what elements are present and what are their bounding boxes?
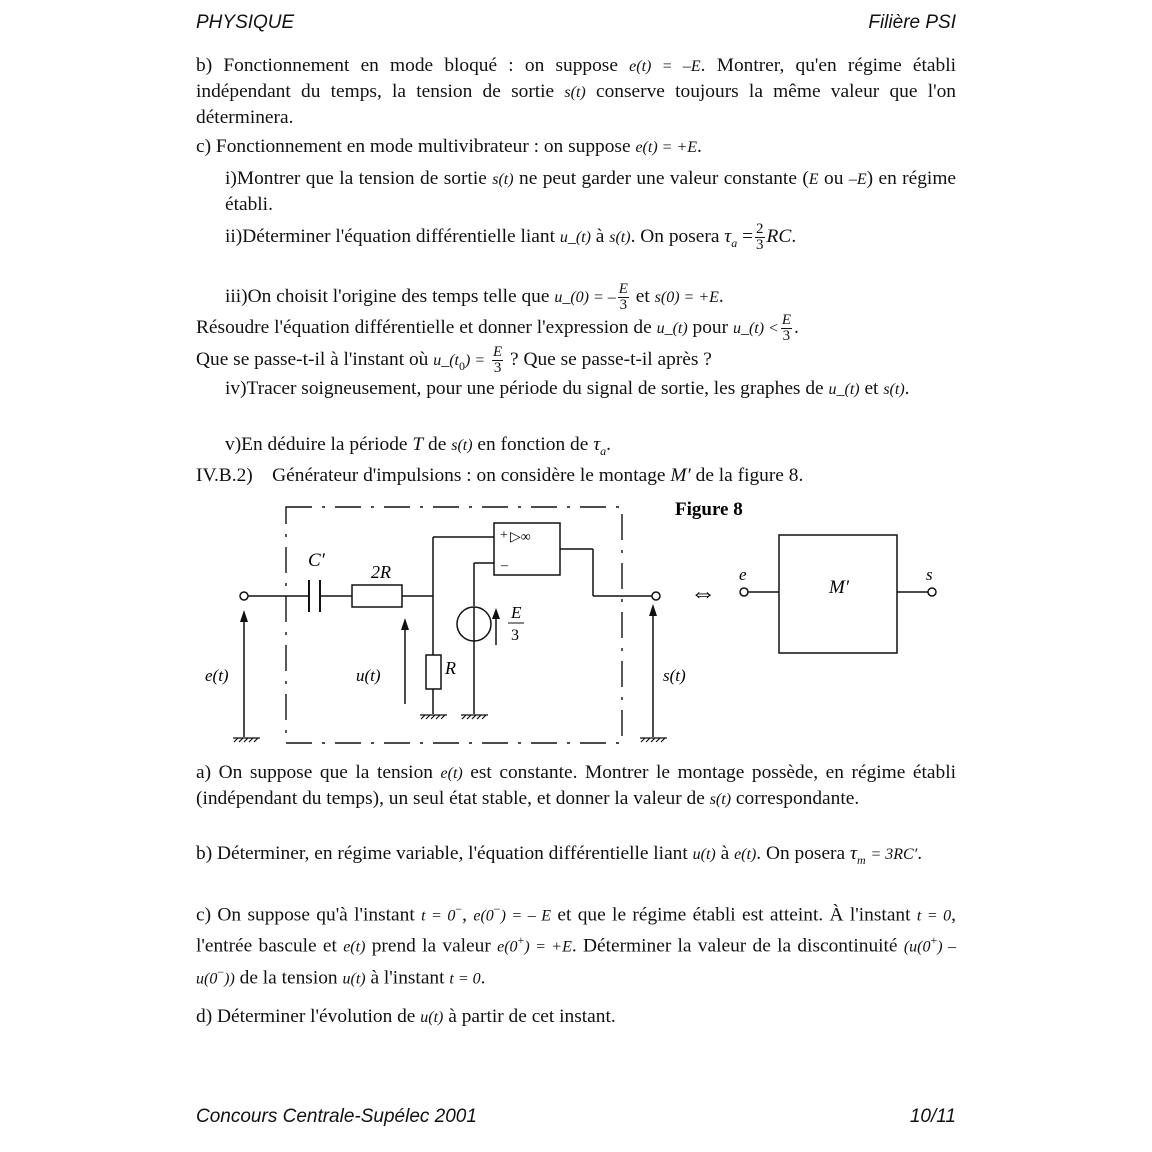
box-input-label: e [739, 565, 747, 584]
source-num: E [511, 603, 522, 622]
question-d: d) Déterminer l'évolution de u(t) à partir de cet instant. [196, 1006, 616, 1027]
question-b-blocked: b) Fonctionnement en mode bloqué : on suppose e(t) = –E. Montrer, qu'en régime établi indépendant du temps, la tension de sortie s(t) conserve toujours la même valeur que l'on déterminera. [196, 55, 956, 128]
question-c-v: v)En déduire la période T de s(t) en fonction de $\tau_a$. [225, 434, 611, 458]
resistor-2r [352, 585, 402, 607]
box-output-label: s [926, 565, 933, 584]
ground-source [461, 715, 488, 719]
page-footer-left: Concours Centrale-Supélec 2001 [196, 1106, 477, 1127]
resistor-r-label: R [445, 658, 456, 678]
capacitor-c [309, 580, 320, 612]
question-c-multivibrator: c) Fonctionnement en mode multivibrateur : on suppose e(t) = +E. [196, 136, 702, 157]
e-label: e(t) [205, 666, 229, 685]
equivalence-symbol: ⇔ [690, 578, 716, 607]
ground-r [420, 715, 447, 719]
question-b: b) Déterminer, en régime variable, l'équation différentielle liant u(t) à e(t). On posera $\tau_m = 3RC'$. [196, 843, 923, 867]
page-header-right: Filière PSI [868, 12, 956, 33]
output-terminal [652, 592, 660, 600]
source-den: 3 [511, 627, 519, 644]
figure-title: Figure 8 [675, 499, 743, 520]
op-amp-minus: – [501, 558, 508, 573]
input-terminal [240, 592, 248, 600]
question-c-i: i)Montrer que la tension de sortie s(t) ne peut garder une valeur constante (E ou –E) en régime établi. [225, 168, 957, 215]
ground-output [640, 738, 667, 742]
page-footer-right: 10/11 [909, 1106, 956, 1127]
what-happens-line: Que se passe-t-il à l'instant où $u\_(t_0)$ = $\frac{E}{3}$ ? Que se passe-t-il après ? [196, 344, 712, 376]
op-amp-plus: + [500, 528, 508, 543]
resolve-line: Résoudre l'équation différentielle et donner l'expression de u_(t) pour u_(t) < $\frac{E}{3}$ . [196, 312, 799, 344]
fraction-two-thirds: $\frac{2}{3}$ [756, 221, 764, 253]
question-c-ii: ii)Déterminer l'équation différentielle liant u_(t) à s(t). On posera $\tau_a$ = $\frac{2}{3}$ RC. [225, 221, 797, 253]
question-a: a) On suppose que la tension e(t) est constante. Montrer le montage possède, en régime établi (indépendant du temps), un seul état stable, et donner la valeur de s(t) correspondante. [196, 762, 956, 809]
question-c-iv: iv)Tracer soigneusement, pour une période du signal de sortie, les graphes de u_(t) et s(t). [225, 378, 910, 399]
s-label: s(t) [663, 666, 686, 685]
resistor-r [426, 655, 441, 689]
box-output-terminal [928, 588, 936, 596]
resistor-2r-label: 2R [371, 562, 391, 582]
montage-frame [286, 507, 622, 743]
box-input-terminal [740, 588, 748, 596]
voltage-source [457, 607, 500, 645]
page-header-left: PHYSIQUE [196, 12, 295, 33]
question-c-iii: iii)On choisit l'origine des temps telle que u_(0) = – $\frac{E}{3}$ et s(0) = +E. [225, 281, 724, 313]
capacitor-label: C′ [308, 550, 325, 571]
question-c: c) On suppose qu'à l'instant t = 0−, e(0−) = – E et que le régime établi est atteint. À l'instant t = 0, l'entrée bascule et e(t) prend la valeur e(0+) = +E. Déterminer la valeur de la discontinuité (u(0+) – u(0−)) de la tension u(t) à l'instant t = 0. [196, 902, 957, 989]
section-iv-b-2: IV.B.2) Générateur d'impulsions : on considère le montage M′ de la figure 8. [196, 465, 804, 486]
ground-input [233, 738, 260, 742]
u-label: u(t) [356, 666, 381, 685]
black-box-label: M′ [829, 577, 849, 598]
op-amp-symbol: ▷∞ [510, 530, 531, 545]
